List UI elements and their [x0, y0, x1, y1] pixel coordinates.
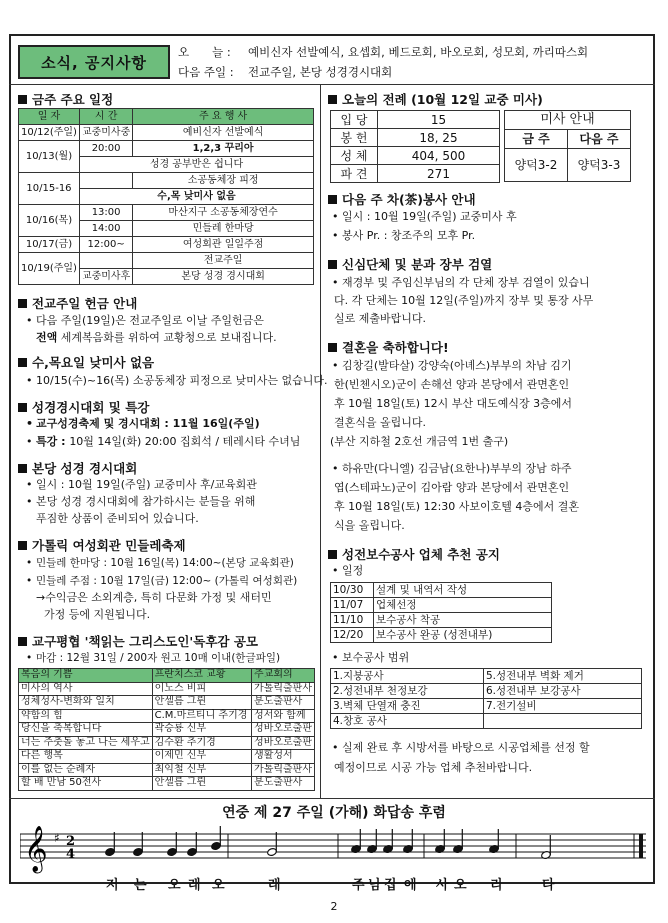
table-row: 봉 헌 18, 25 — [331, 129, 500, 147]
section-heading: 신심단체 및 분과 장부 검열 — [328, 255, 492, 273]
table-row: 당신을 축복합니다 곽승룡 신부 성바오로출판 — [19, 723, 315, 737]
bullet-text: 실로 제출바랍니다. — [334, 312, 427, 325]
music-staff — [20, 818, 650, 878]
table-row: 10/19(주일) 전교주일 — [19, 253, 314, 269]
bullet-text: • 김창길(발타살) 강양숙(아녜스)부부의 차남 김기 — [332, 359, 572, 372]
section-heading: 다음 주 차(茶)봉사 안내 — [328, 190, 476, 208]
bullet-text: (부산 지하철 2호선 개금역 1번 출구) — [330, 435, 509, 448]
table-row: 14:00 민들레 한마당 — [19, 221, 314, 237]
table-row: 4.창호 공사 — [331, 714, 642, 729]
treble-clef-icon: 𝄞 — [24, 826, 48, 872]
table-row: 약함의 힘 C.M.마르티니 추기경 성서와 함께 — [19, 709, 315, 723]
column-divider — [320, 84, 321, 799]
table-row: 파 견 271 — [331, 165, 500, 183]
table-row: 할 배 만남 50전사 안셀름 그륀 분도출판사 — [19, 777, 315, 791]
table-row: 12/20 보수공사 완공 (성전내부) — [331, 628, 552, 643]
section-title-box: 소식, 공지사항 — [18, 45, 170, 79]
lyric-syllable: 오 — [212, 878, 225, 893]
section-heading: 금주 주요 일정 — [18, 90, 113, 108]
bullet-text: • 일시 : 10월 19일(주일) 교중미사 후 — [332, 210, 517, 223]
table-header-row: 미사 안내 — [505, 111, 631, 130]
table-row: 성 체 404, 500 — [331, 147, 500, 165]
bullet-text: 전액 세계복음화를 위하여 교황청으로 보내집니다. — [36, 331, 277, 344]
table-row: 11/07 업체선정 — [331, 598, 552, 613]
table-row: 10/12(주일) 교중미사중 예비신자 선발예식 — [19, 125, 314, 141]
table-row: 교중미사후 본당 성경 경시대회 — [19, 269, 314, 285]
table-row: 2.성전내부 천정보강 6.성전내부 보강공사 — [331, 684, 642, 699]
section-heading: 오늘의 전례 (10월 12일 교중 미사) — [328, 90, 543, 108]
table-header-cell: 일 자 — [19, 109, 80, 125]
bullet-text: • 일시 : 10월 19일(주일) 교중미사 후/교육회관 — [26, 478, 257, 491]
section-heading: 성경경시대회 및 특강 — [18, 398, 149, 416]
bullet-text: • 재경부 및 주임신부님의 각 단체 장부 검열이 있습니 — [332, 276, 590, 289]
bullet-text: 엽(스테파노)군이 김아람 양과 본당에서 관면혼인 — [334, 481, 570, 494]
table-row: 1.지붕공사 5.성전내부 벽화 제거 — [331, 669, 642, 684]
bullet-text: • 일정 — [332, 564, 364, 577]
bullet-text: • 마감 : 12월 31일 / 200자 원고 10매 이내(한글파일) — [26, 652, 281, 664]
time-signature-top: 2 — [66, 834, 76, 849]
table-header-row: 복음의 기쁨 프란치스코 교황 주교회의 — [19, 669, 315, 683]
section-heading: 전교주일 헌금 안내 — [18, 294, 137, 312]
bullet-text: • 10/15(수)~16(목) 소공동체장 피정으로 낮미사는 없습니다. — [26, 374, 328, 387]
bullet-text: 식을 올립니다. — [334, 519, 405, 532]
bullet-text: 예정이므로 시공 가능 업체 추천바랍니다. — [334, 761, 533, 774]
section-heading: 결혼을 축하합니다! — [328, 338, 449, 356]
lyric-syllable: 다 — [542, 878, 555, 893]
lyric-syllable: 사 — [436, 878, 449, 893]
book-table — [18, 668, 315, 791]
lyric-syllable: 님 — [368, 878, 381, 893]
bullet-text: • 민들레 주점 : 10월 17일(금) 12:00~ (가톨릭 여성회관) — [26, 575, 298, 587]
table-row: 성체성사-변화와 일치 안셀름 그륀 분도출판사 — [19, 696, 315, 710]
table-row: 양덕3-2 양덕3-3 — [505, 149, 631, 182]
table-row: 성경 공부반은 쉽니다 — [19, 157, 314, 173]
page-number: 2 — [330, 900, 338, 913]
table-row: 미사의 역사 이노스 비피 가톨릭출판사 — [19, 682, 315, 696]
bullet-text: • 실제 완료 후 시방서를 바탕으로 시공업체를 선정 할 — [332, 741, 590, 754]
bullet-text: • 다음 주일(19일)은 전교주일로 이날 주일헌금은 — [26, 314, 264, 327]
table-row: 수,목 낮미사 없음 — [19, 189, 314, 205]
lyric-syllable: 리 — [490, 878, 503, 893]
time-signature-bottom: 4 — [66, 847, 76, 862]
header-row-today — [178, 43, 588, 62]
schedule-table — [18, 108, 314, 285]
header-key: 오 늘 : — [178, 45, 231, 59]
sharp-icon: ♯ — [54, 831, 60, 845]
bullet-text: • 하유만(다니엘) 김금남(요한나)부부의 장남 하주 — [332, 462, 572, 475]
table-header-row — [19, 109, 314, 125]
header-key: 다음 주일 : — [178, 65, 234, 79]
table-row: 3.벽체 단열재 충진 7.전기설비 — [331, 699, 642, 714]
section-heading: 가톨릭 여성회관 민들레축제 — [18, 536, 186, 554]
lyric-syllable: 저 — [106, 878, 119, 893]
section-heading: 교구평협 '책읽는 그리스도인'독후감 공모 — [18, 632, 258, 650]
table-header-cell: 시 간 — [79, 109, 132, 125]
bullet-text: →수익금은 소외계층, 특히 다문화 가정 및 새터민 — [36, 591, 272, 604]
bullet-text: 가정 등에 지원됩니다. — [44, 608, 151, 621]
table-row: 이를 없는 순례자 최익철 신부 가톨릭출판사 — [19, 763, 315, 777]
section-heading: 수,목요일 낮미사 없음 — [18, 353, 154, 371]
liturgy-table — [330, 110, 500, 183]
divider — [9, 798, 655, 799]
bullet-text: • 본당 성경 경시대회에 참가하시는 분들을 위해 — [26, 495, 256, 508]
table-row: 입 당 15 — [331, 111, 500, 129]
table-row: 10/16(목) 13:00 마산지구 소공동체장연수 — [19, 205, 314, 221]
lyric-syllable: 래 — [188, 878, 201, 893]
table-row: 10/13(월) 20:00 1,2,3 꾸리아 — [19, 141, 314, 157]
repair-schedule-table — [330, 582, 552, 643]
lyric-syllable: 는 — [134, 878, 147, 893]
bullet-text: 후 10월 18일(토) 12:30 사보이호텔 4층에서 결혼 — [334, 500, 580, 513]
section-heading: 본당 성경 경시대회 — [18, 459, 137, 477]
bullet-text: 결혼식을 올립니다. — [334, 416, 427, 429]
table-row: 10/15-16 소공동체장 피정 — [19, 173, 314, 189]
table-row: 너는 주춧돌 놓고 나는 세우고 김수환 추기경 성바오로출판 — [19, 736, 315, 750]
table-row: 10/17(금) 12:00~ 여성회관 일일주점 — [19, 237, 314, 253]
section-heading: 성전보수공사 업체 추천 공지 — [328, 545, 500, 563]
lyric-syllable: 집 — [384, 878, 397, 893]
lyric-syllable: 오 — [454, 878, 467, 893]
divider — [9, 84, 655, 85]
bullet-text: • 교구성경축제 및 경시대회 : 11월 16일(주일) — [26, 417, 260, 430]
bullet-text: 후 10월 18일(토) 12시 부산 대도예식장 3층에서 — [334, 397, 572, 410]
bullet-text: • 봉사 Pr. : 창조주의 모후 Pr. — [332, 229, 476, 242]
lyric-syllable: 오 — [168, 878, 181, 893]
bullet-text: • 민들레 한마당 : 10월 16일(목) 14:00~(본당 교육회관) — [26, 557, 294, 569]
table-header-cell: 주 요 행 사 — [133, 109, 314, 125]
bullet-text: 푸짐한 상품이 준비되어 있습니다. — [36, 512, 199, 525]
bullet-text: • 보수공사 범위 — [332, 651, 410, 664]
header-value: 예비신자 선발예식, 요셉회, 베드로회, 바오로회, 성모회, 까리따스회 — [248, 45, 589, 59]
table-row: 10/30 설계 및 내역서 작성 — [331, 583, 552, 598]
header-value: 전교주일, 본당 성경경시대회 — [248, 65, 393, 79]
lyric-syllable: 주 — [352, 878, 365, 893]
bullet-text: 다. 각 단체는 10월 12일(주일)까지 장부 및 통장 사무 — [334, 294, 594, 307]
lyric-syllable: 에 — [404, 878, 417, 893]
repair-scope-table — [330, 668, 642, 729]
header-row-next — [178, 63, 392, 82]
score-title: 연중 제 27 주일 (가해) 화답송 후렴 — [222, 805, 446, 821]
mass-table — [504, 110, 631, 182]
lyric-syllable: 래 — [268, 878, 281, 893]
bullet-text: 한(빈첸시오)군이 손해선 양과 본당에서 관면혼인 — [334, 378, 570, 391]
table-row: 11/10 보수공사 착공 — [331, 613, 552, 628]
table-row: 다른 행복 이제민 신부 생활성서 — [19, 750, 315, 764]
bullet-text: • 특강 : 10월 14일(화) 20:00 집회석 / 테레시타 수녀님 — [26, 435, 301, 448]
table-row: 금 주 다음 주 — [505, 130, 631, 149]
